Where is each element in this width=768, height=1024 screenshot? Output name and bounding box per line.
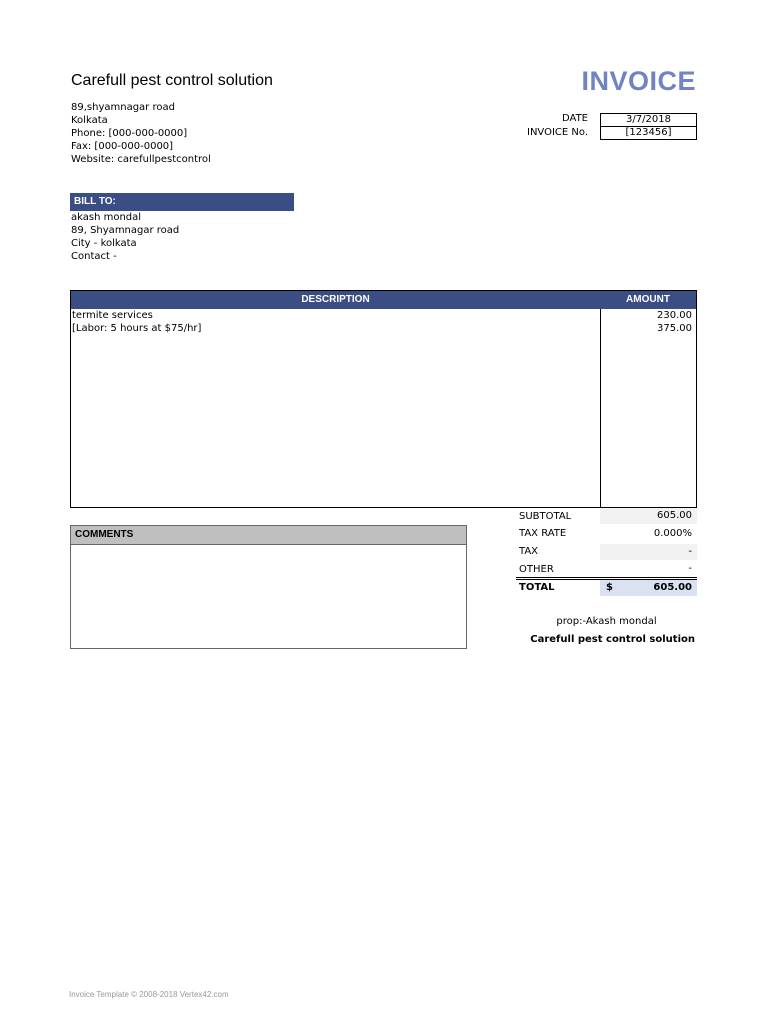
total-value bbox=[600, 580, 697, 596]
invoice-title: INVOICE bbox=[581, 66, 696, 96]
total-label: TOTAL bbox=[519, 582, 555, 593]
date-label: DATE bbox=[561, 113, 588, 124]
bill-to-city: City - kolkata bbox=[71, 238, 137, 249]
phone-line: Phone: [000-000-0000] bbox=[71, 128, 188, 139]
subtotal-label: SUBTOTAL bbox=[519, 511, 572, 522]
company-address bbox=[71, 101, 211, 166]
table-row[interactable] bbox=[71, 309, 696, 322]
amount-header: AMOUNT bbox=[626, 294, 670, 305]
total-amount: 605.00 bbox=[653, 582, 692, 593]
bill-to-heading: BILL TO: bbox=[70, 193, 294, 211]
comments-heading: COMMENTS bbox=[71, 526, 466, 545]
invoice-number-label: INVOICE No. bbox=[527, 127, 588, 138]
row-description: [Labor: 5 hours at $75/hr] bbox=[72, 323, 202, 334]
description-header: DESCRIPTION bbox=[301, 294, 370, 305]
subtotal-value: 605.00 bbox=[600, 508, 697, 524]
row-description: termite services bbox=[72, 310, 153, 321]
invoice-number-value[interactable]: [123456] bbox=[600, 126, 697, 140]
bill-to-contact: Contact - bbox=[71, 251, 117, 262]
bill-to-name: akash mondal bbox=[71, 212, 142, 223]
total-rule bbox=[516, 577, 697, 578]
other-value[interactable]: - bbox=[688, 563, 692, 574]
tax-rate-value[interactable]: 0.000% bbox=[653, 528, 692, 539]
footer-credit: Invoice Template © 2008-2018 Vertex42.com bbox=[69, 990, 229, 999]
proprietor-line: prop:-Akash mondal bbox=[556, 616, 657, 627]
tax-value: - bbox=[600, 544, 697, 560]
items-header bbox=[71, 291, 696, 309]
tax-rate-label: TAX RATE bbox=[519, 528, 567, 539]
company-name: Carefull pest control solution bbox=[71, 72, 273, 89]
table-row[interactable] bbox=[71, 322, 696, 335]
address-line: 89,shyamnagar road bbox=[71, 102, 175, 113]
row-amount: 230.00 bbox=[657, 310, 692, 321]
website-line: Website: carefullpestcontrol bbox=[71, 154, 211, 165]
bill-to-block bbox=[71, 211, 179, 263]
fax-line: Fax: [000-000-0000] bbox=[71, 141, 174, 152]
signature-company: Carefull pest control solution bbox=[530, 634, 695, 645]
other-label: OTHER bbox=[519, 564, 554, 575]
comments-box[interactable] bbox=[70, 525, 467, 649]
items-table bbox=[70, 290, 697, 508]
column-divider bbox=[600, 309, 601, 507]
tax-label: TAX bbox=[519, 546, 539, 557]
bill-to-street: 89, Shyamnagar road bbox=[71, 225, 180, 236]
row-amount: 375.00 bbox=[657, 323, 692, 334]
address-line: Kolkata bbox=[71, 115, 108, 126]
currency-symbol: $ bbox=[606, 582, 613, 593]
date-value[interactable]: 3/7/2018 bbox=[600, 113, 697, 127]
